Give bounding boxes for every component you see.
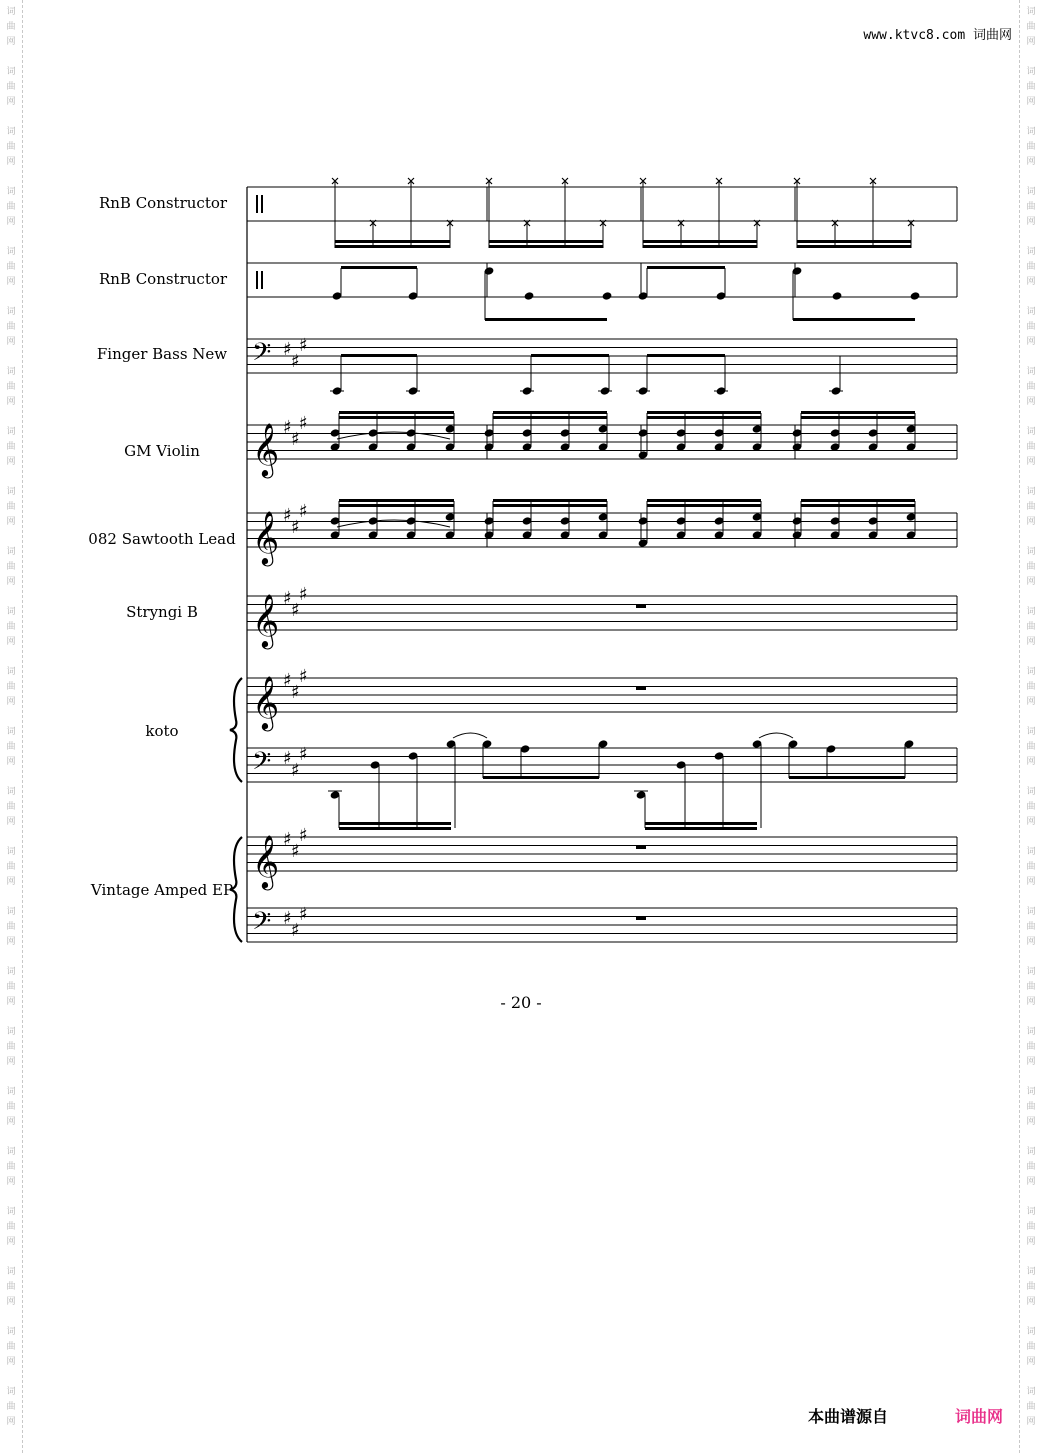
- watermark-char: 网: [6, 1177, 16, 1187]
- watermark-char: 曲: [1026, 802, 1036, 812]
- note-beam: [489, 240, 603, 243]
- watermark-char: 网: [6, 97, 16, 107]
- whole-rest: [636, 686, 646, 690]
- watermark-char: 曲: [1026, 382, 1036, 392]
- watermark-char: 曲: [6, 802, 16, 812]
- whole-rest: [636, 845, 646, 849]
- watermark-char: 曲: [6, 1102, 16, 1112]
- watermark-char: 网: [1026, 1297, 1036, 1307]
- watermark-char: 词: [1026, 1387, 1036, 1397]
- watermark-char: 曲: [1026, 862, 1036, 872]
- watermark-char: 网: [1026, 637, 1036, 647]
- watermark-char: 词: [6, 607, 16, 617]
- note-beam: [493, 416, 607, 419]
- watermark-char: 词: [6, 1087, 16, 1097]
- sharp-sign: ♯: [299, 584, 308, 605]
- watermark-char: 网: [1026, 697, 1036, 707]
- watermark-char: 曲: [1026, 1162, 1036, 1172]
- instrument-label-gm-violin: GM Violin: [124, 442, 200, 460]
- note-beam: [801, 504, 915, 507]
- braces-group: [230, 678, 242, 942]
- watermark-char: 网: [6, 517, 16, 527]
- whole-rest: [636, 916, 646, 920]
- watermark-char: 网: [1026, 337, 1036, 347]
- percussion-clef: [256, 195, 258, 213]
- watermark-char: 网: [1026, 217, 1036, 227]
- watermark-char: 曲: [6, 742, 16, 752]
- watermark-char: 曲: [1026, 1102, 1036, 1112]
- sharp-sign: ♯: [283, 748, 292, 769]
- watermark-char: 词: [6, 547, 16, 557]
- watermark-char: 词: [1026, 1147, 1036, 1157]
- watermark-char: 网: [1026, 457, 1036, 467]
- watermark-char: 曲: [6, 1162, 16, 1172]
- watermark-char: 曲: [1026, 142, 1036, 152]
- clefs-group: [252, 195, 308, 942]
- header-site-name: 词曲网: [972, 28, 1012, 43]
- page-number: - 20 -: [500, 993, 542, 1012]
- kick-note: [602, 291, 613, 301]
- note-beam: [647, 499, 761, 502]
- watermark-char: 词: [6, 1267, 16, 1277]
- watermark-char: 网: [6, 397, 16, 407]
- kick-note: [524, 291, 535, 301]
- instrument-label-rnb-1: RnB Constructor: [98, 194, 228, 212]
- watermark-char: 词: [1026, 547, 1036, 557]
- watermark-char: 曲: [6, 982, 16, 992]
- watermark-char: 网: [1026, 97, 1036, 107]
- watermark-char: 曲: [6, 862, 16, 872]
- note-beam: [645, 827, 757, 830]
- watermark-char: 网: [1026, 1177, 1036, 1187]
- watermark-char: 词: [6, 67, 16, 77]
- note-beam: [341, 266, 417, 269]
- watermark-char: 网: [1026, 1357, 1036, 1367]
- watermark-char: 词: [1026, 187, 1036, 197]
- sharp-sign: ♯: [291, 600, 300, 621]
- watermark-char: 词: [6, 187, 16, 197]
- note-beam: [801, 499, 915, 502]
- watermark-char: 网: [6, 1297, 16, 1307]
- watermark-char: 曲: [6, 562, 16, 572]
- watermark-char: 词: [1026, 1027, 1036, 1037]
- watermark-char: 曲: [1026, 1342, 1036, 1352]
- watermark-char: 曲: [1026, 982, 1036, 992]
- sharp-sign: ♯: [299, 501, 308, 522]
- watermark-char: 网: [6, 1417, 16, 1427]
- watermark-char: 词: [1026, 967, 1036, 977]
- note-beam: [647, 266, 725, 269]
- note-beam: [797, 240, 911, 243]
- watermark-char: 曲: [1026, 202, 1036, 212]
- watermark-char: 曲: [6, 1222, 16, 1232]
- watermark-char: 词: [1026, 1327, 1036, 1337]
- sharp-sign: ♯: [283, 588, 292, 609]
- watermark-char: 网: [1026, 1057, 1036, 1067]
- note-beam: [339, 499, 454, 502]
- instrument-label-vintage-ep: Vintage Amped EP: [90, 881, 234, 899]
- watermark-char: 词: [1026, 367, 1036, 377]
- watermark-char: 网: [1026, 937, 1036, 947]
- watermark-char: 网: [1026, 37, 1036, 47]
- watermark-char: 曲: [1026, 442, 1036, 452]
- note-beam: [801, 411, 915, 414]
- watermark-char: 词: [6, 427, 16, 437]
- watermark-char: 曲: [1026, 502, 1036, 512]
- watermark-char: 网: [1026, 1117, 1036, 1127]
- watermark-char: 网: [6, 157, 16, 167]
- note-beam: [643, 245, 757, 248]
- watermark-char: 词: [1026, 427, 1036, 437]
- watermark-char: 词: [6, 1147, 16, 1157]
- watermark-char: 曲: [6, 262, 16, 272]
- watermark-char: 曲: [6, 142, 16, 152]
- grand-staff-brace: [230, 837, 242, 942]
- watermark-char: 曲: [1026, 1042, 1036, 1052]
- watermark-char: 曲: [6, 202, 16, 212]
- sharp-sign: ♯: [283, 339, 292, 360]
- bass-clef: 𝄢: [252, 747, 272, 782]
- watermark-char: 词: [1026, 487, 1036, 497]
- note-beam: [483, 776, 599, 779]
- watermark-char: 词: [1026, 247, 1036, 257]
- sharp-sign: ♯: [291, 841, 300, 862]
- note-beam: [531, 354, 609, 357]
- note-beam: [335, 245, 450, 248]
- watermark-char: 网: [6, 817, 16, 827]
- watermark-char: 曲: [6, 82, 16, 92]
- instrument-label-stryngi: Stryngi B: [126, 603, 198, 621]
- watermark-char: 曲: [6, 922, 16, 932]
- watermark-char: 词: [1026, 667, 1036, 677]
- watermark-char: 网: [1026, 517, 1036, 527]
- sharp-sign: ♯: [283, 670, 292, 691]
- watermark-char: 曲: [6, 1342, 16, 1352]
- note-beam: [339, 827, 451, 830]
- watermark-char: 网: [1026, 577, 1036, 587]
- watermark-char: 曲: [1026, 262, 1036, 272]
- sharp-sign: ♯: [291, 682, 300, 703]
- watermark-char: 网: [1026, 1417, 1036, 1427]
- watermark-char: 词: [6, 1027, 16, 1037]
- watermark-char: 词: [6, 847, 16, 857]
- note-beam: [647, 354, 725, 357]
- watermark-char: 网: [6, 1357, 16, 1367]
- kick-note: [910, 291, 921, 301]
- note-beam: [647, 411, 761, 414]
- watermark-char: 网: [6, 1057, 16, 1067]
- watermark-char: 词: [6, 667, 16, 677]
- watermark-char: 词: [1026, 67, 1036, 77]
- watermark-char: 词: [6, 127, 16, 137]
- watermark-char: 曲: [6, 1402, 16, 1412]
- watermark-char: 网: [1026, 877, 1036, 887]
- sharp-sign: ♯: [299, 413, 308, 434]
- treble-clef: 𝄞: [252, 510, 280, 564]
- watermark-char: 词: [1026, 7, 1036, 17]
- bass-clef: 𝄢: [252, 338, 272, 373]
- watermark-char: 词: [1026, 607, 1036, 617]
- note-beam: [489, 245, 603, 248]
- sharp-sign: ♯: [299, 744, 308, 765]
- watermark-char: 词: [6, 967, 16, 977]
- note-beam: [801, 416, 915, 419]
- whole-rest: [636, 604, 646, 608]
- tie: [759, 733, 793, 738]
- watermark-char: 词: [1026, 127, 1036, 137]
- watermark-char: 曲: [6, 442, 16, 452]
- watermark-char: 网: [6, 277, 16, 287]
- watermark-char: 曲: [6, 1042, 16, 1052]
- watermark-char: 词: [1026, 1207, 1036, 1217]
- note-beam: [797, 245, 911, 248]
- watermark-char: 曲: [1026, 1402, 1036, 1412]
- watermark-char: 曲: [1026, 22, 1036, 32]
- note-beam: [339, 411, 454, 414]
- footer-site-name[interactable]: 词曲网: [955, 1407, 1004, 1426]
- watermark-char: 曲: [6, 682, 16, 692]
- sharp-sign: ♯: [291, 351, 300, 372]
- watermark-char: 词: [1026, 787, 1036, 797]
- watermark-char: 曲: [1026, 742, 1036, 752]
- watermark-char: 网: [6, 697, 16, 707]
- watermark-char: 网: [6, 757, 16, 767]
- watermark-char: 词: [6, 1387, 16, 1397]
- watermark-char: 词: [6, 487, 16, 497]
- watermark-char: 曲: [6, 382, 16, 392]
- grand-staff-brace: [230, 678, 242, 782]
- watermark-char: 网: [1026, 997, 1036, 1007]
- watermark-char: 词: [6, 307, 16, 317]
- footer-source-label: 本曲谱源自: [808, 1407, 889, 1426]
- watermark-char: 曲: [1026, 622, 1036, 632]
- header-url-text: www.ktvc8.com: [863, 28, 966, 43]
- note-beam: [493, 499, 607, 502]
- sharp-sign: ♯: [291, 920, 300, 941]
- treble-clef: 𝄞: [252, 834, 280, 888]
- percussion-clef: [261, 195, 263, 213]
- watermark-char: 网: [6, 217, 16, 227]
- watermark-char: 曲: [1026, 322, 1036, 332]
- note-beam: [647, 416, 761, 419]
- note-beam: [789, 776, 905, 779]
- watermark-char: 词: [6, 727, 16, 737]
- note-beam: [647, 504, 761, 507]
- watermark-char: 词: [6, 1327, 16, 1337]
- kick-note: [832, 291, 843, 301]
- watermark-char: 曲: [1026, 1222, 1036, 1232]
- note-beam: [643, 240, 757, 243]
- watermark-char: 词: [6, 247, 16, 257]
- note-beam: [341, 354, 417, 357]
- watermark-char: 网: [1026, 277, 1036, 287]
- watermark-char: 网: [1026, 757, 1036, 767]
- watermark-char: 网: [6, 337, 16, 347]
- instrument-label-koto: koto: [145, 722, 179, 740]
- watermark-char: 曲: [6, 322, 16, 332]
- watermark-char: 曲: [1026, 682, 1036, 692]
- sharp-sign: ♯: [283, 908, 292, 929]
- watermark-char: 网: [1026, 817, 1036, 827]
- notes-group: [328, 178, 920, 920]
- watermark-char: 网: [6, 1117, 16, 1127]
- watermark-char: 词: [6, 787, 16, 797]
- watermark-char: 曲: [1026, 1282, 1036, 1292]
- note-beam: [335, 240, 450, 243]
- sharp-sign: ♯: [291, 517, 300, 538]
- watermark-char: 网: [1026, 157, 1036, 167]
- watermark-char: 曲: [1026, 82, 1036, 92]
- note-beam: [339, 822, 451, 825]
- watermark-char: 词: [6, 1207, 16, 1217]
- watermark-char: 词: [1026, 1267, 1036, 1277]
- note-beam: [339, 416, 454, 419]
- watermark-char: 词: [6, 7, 16, 17]
- sharp-sign: ♯: [299, 825, 308, 846]
- sharp-sign: ♯: [299, 335, 308, 356]
- watermark-char: 网: [6, 997, 16, 1007]
- sharp-sign: ♯: [283, 505, 292, 526]
- sharp-sign: ♯: [299, 904, 308, 925]
- percussion-clef: [256, 271, 258, 289]
- sharp-sign: ♯: [299, 666, 308, 687]
- watermark-char: 曲: [6, 502, 16, 512]
- sharp-sign: ♯: [283, 829, 292, 850]
- watermark-char: 网: [6, 1237, 16, 1247]
- watermark-char: 网: [6, 637, 16, 647]
- treble-clef: 𝄞: [252, 593, 280, 647]
- watermark-char: 词: [1026, 847, 1036, 857]
- treble-clef: 𝄞: [252, 422, 280, 476]
- watermark-char: 词: [6, 367, 16, 377]
- percussion-clef: [261, 271, 263, 289]
- instrument-label-finger-bass: Finger Bass New: [96, 345, 228, 363]
- watermark-char: 曲: [1026, 922, 1036, 932]
- note-beam: [339, 504, 454, 507]
- treble-clef: 𝄞: [252, 675, 280, 729]
- watermark-char: 网: [6, 37, 16, 47]
- sharp-sign: ♯: [283, 417, 292, 438]
- instrument-label-sawtooth: 082 Sawtooth Lead: [88, 530, 236, 548]
- watermark-char: 网: [6, 937, 16, 947]
- note-beam: [493, 504, 607, 507]
- sharp-sign: ♯: [291, 429, 300, 450]
- watermark-char: 网: [6, 577, 16, 587]
- watermark-char: 词: [1026, 907, 1036, 917]
- watermark-char: 曲: [6, 22, 16, 32]
- note-beam: [793, 318, 915, 321]
- note-beam: [485, 318, 607, 321]
- watermark-char: 网: [6, 877, 16, 887]
- tie: [453, 733, 487, 738]
- note-beam: [493, 411, 607, 414]
- watermark-char: 曲: [6, 1282, 16, 1292]
- note-beam: [645, 822, 757, 825]
- instrument-label-rnb-2: RnB Constructor: [98, 270, 228, 288]
- watermark-char: 曲: [1026, 562, 1036, 572]
- watermark-char: 曲: [6, 622, 16, 632]
- watermark-char: 词: [1026, 1087, 1036, 1097]
- watermark-char: 网: [6, 457, 16, 467]
- watermark-char: 词: [1026, 727, 1036, 737]
- bass-clef: 𝄢: [252, 907, 272, 942]
- watermark-char: 网: [1026, 1237, 1036, 1247]
- watermark-char: 词: [1026, 307, 1036, 317]
- watermark-char: 词: [6, 907, 16, 917]
- watermark-char: 网: [1026, 397, 1036, 407]
- sharp-sign: ♯: [291, 760, 300, 781]
